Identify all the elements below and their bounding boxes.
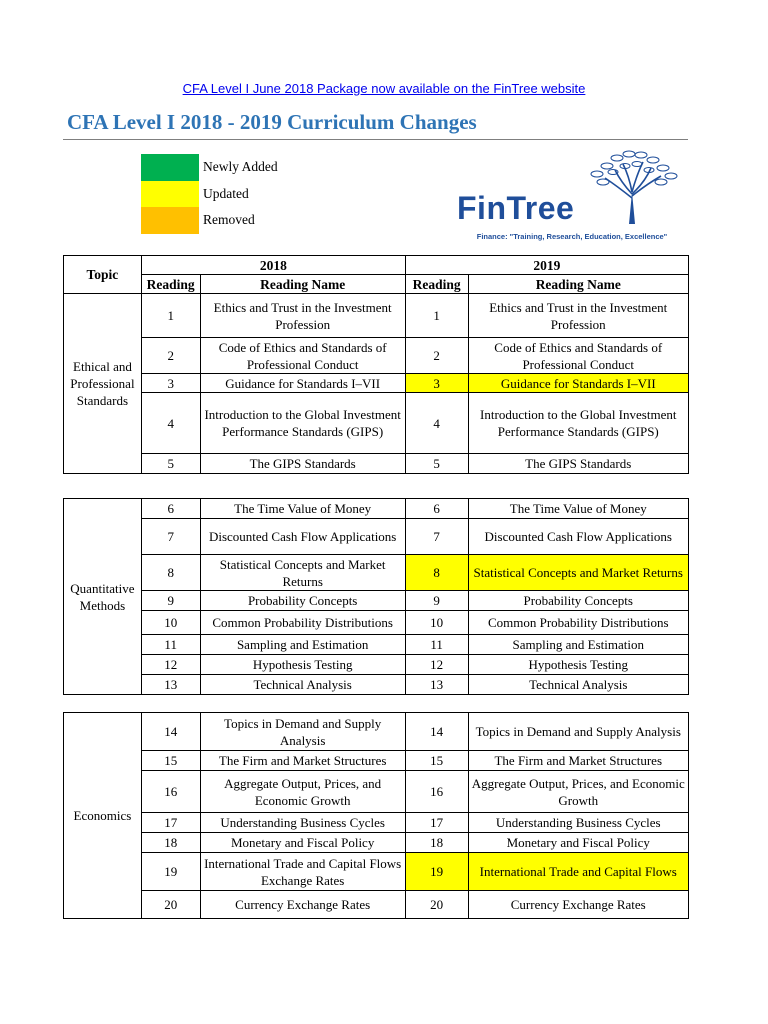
legend-swatch-orange	[141, 207, 199, 234]
reading-number-2018: 9	[141, 591, 200, 611]
reading-name-2018: Probability Concepts	[200, 591, 405, 611]
reading-number-2019: 18	[405, 833, 468, 853]
reading-number-2019: 19	[405, 853, 468, 891]
table-row	[64, 611, 689, 635]
reading-number-2019: 12	[405, 655, 468, 675]
reading-number-2019: 17	[405, 813, 468, 833]
reading-name-2018: Monetary and Fiscal Policy	[200, 833, 405, 853]
reading-number-2018: 13	[141, 675, 200, 695]
legend-label: Removed	[203, 212, 255, 228]
table-row	[64, 374, 689, 393]
reading-name-2019: Technical Analysis	[468, 675, 689, 695]
reading-name-2019: Topics in Demand and Supply Analysis	[468, 713, 689, 751]
reading-number-2019: 13	[405, 675, 468, 695]
table-row	[64, 853, 689, 891]
table-row	[64, 813, 689, 833]
reading-number-2019: 1	[405, 294, 468, 338]
reading-number-2018: 1	[141, 294, 200, 338]
reading-name-2019: Introduction to the Global Investment Performance Standards (GIPS)	[468, 393, 689, 454]
reading-name-2018: Hypothesis Testing	[200, 655, 405, 675]
reading-number-2019: 3	[405, 374, 468, 393]
reading-name-2019: The Firm and Market Structures	[468, 751, 689, 771]
reading-name-2018: Technical Analysis	[200, 675, 405, 695]
table-row	[64, 833, 689, 853]
logo-tagline: Finance: "Training, Research, Education, Excellence"	[476, 232, 668, 241]
table-row	[64, 555, 689, 591]
logo-wordmark: FinTree	[457, 190, 575, 226]
table-row	[64, 713, 689, 751]
reading-name-2018: Topics in Demand and Supply Analysis	[200, 713, 405, 751]
reading-name-2019: Sampling and Estimation	[468, 635, 689, 655]
reading-number-2019: 7	[405, 519, 468, 555]
reading-number-2019: 5	[405, 454, 468, 474]
table-row	[64, 591, 689, 611]
title-divider	[63, 139, 688, 140]
reading-name-2019: Monetary and Fiscal Policy	[468, 833, 689, 853]
topic-cell: Ethical and Professional Standards	[64, 294, 142, 474]
reading-number-2018: 18	[141, 833, 200, 853]
reading-number-2018: 15	[141, 751, 200, 771]
legend-item-newly-added	[141, 154, 278, 181]
reading-name-2018: Currency Exchange Rates	[200, 891, 405, 919]
reading-number-2019: 16	[405, 771, 468, 813]
table-row	[64, 751, 689, 771]
reading-name-2018: International Trade and Capital Flows Exchange Rates	[200, 853, 405, 891]
package-link[interactable]: CFA Level I June 2018 Package now available on the FinTree website	[182, 81, 586, 96]
legend-label: Updated	[203, 185, 249, 201]
reading-name-2018: Discounted Cash Flow Applications	[200, 519, 405, 555]
reading-number-2019: 6	[405, 499, 468, 519]
reading-name-2019: Hypothesis Testing	[468, 655, 689, 675]
reading-number-2018: 19	[141, 853, 200, 891]
header-year-2018: 2018	[141, 256, 405, 275]
table-row	[64, 338, 689, 374]
header-reading-name: Reading Name	[468, 275, 689, 294]
header-reading: Reading	[141, 275, 200, 294]
reading-name-2019: Understanding Business Cycles	[468, 813, 689, 833]
reading-name-2019: The GIPS Standards	[468, 454, 689, 474]
header-topic: Topic	[64, 256, 142, 294]
legend-label: Newly Added	[203, 159, 278, 175]
table-row	[64, 771, 689, 813]
color-legend	[141, 154, 278, 234]
reading-number-2019: 11	[405, 635, 468, 655]
table-row	[64, 499, 689, 519]
reading-number-2018: 12	[141, 655, 200, 675]
reading-name-2019: Code of Ethics and Standards of Professional Conduct	[468, 338, 689, 374]
header-reading: Reading	[405, 275, 468, 294]
reading-number-2018: 17	[141, 813, 200, 833]
reading-name-2018: Statistical Concepts and Market Returns	[200, 555, 405, 591]
reading-number-2018: 4	[141, 393, 200, 454]
reading-name-2019: The Time Value of Money	[468, 499, 689, 519]
reading-number-2018: 11	[141, 635, 200, 655]
reading-number-2018: 2	[141, 338, 200, 374]
legend-item-updated	[141, 181, 278, 208]
reading-name-2019: Common Probability Distributions	[468, 611, 689, 635]
reading-number-2018: 14	[141, 713, 200, 751]
reading-name-2018: The GIPS Standards	[200, 454, 405, 474]
reading-name-2019: Ethics and Trust in the Investment Profession	[468, 294, 689, 338]
table-ethics	[63, 255, 689, 474]
reading-number-2018: 10	[141, 611, 200, 635]
reading-name-2019: Probability Concepts	[468, 591, 689, 611]
reading-number-2019: 15	[405, 751, 468, 771]
table-economics	[63, 712, 689, 919]
table-row	[64, 635, 689, 655]
reading-name-2018: Aggregate Output, Prices, and Economic Growth	[200, 771, 405, 813]
reading-name-2018: Introduction to the Global Investment Performance Standards (GIPS)	[200, 393, 405, 454]
reading-name-2018: Sampling and Estimation	[200, 635, 405, 655]
reading-name-2018: Code of Ethics and Standards of Professional Conduct	[200, 338, 405, 374]
reading-name-2019: Discounted Cash Flow Applications	[468, 519, 689, 555]
legend-swatch-green	[141, 154, 199, 181]
table-row	[64, 655, 689, 675]
fintree-logo	[447, 146, 687, 246]
table-row	[64, 891, 689, 919]
reading-name-2019: Currency Exchange Rates	[468, 891, 689, 919]
reading-number-2018: 5	[141, 454, 200, 474]
legend-swatch-yellow	[141, 181, 199, 208]
reading-number-2018: 20	[141, 891, 200, 919]
table-row	[64, 294, 689, 338]
reading-number-2018: 7	[141, 519, 200, 555]
reading-name-2018: Ethics and Trust in the Investment Profession	[200, 294, 405, 338]
header-year-2019: 2019	[405, 256, 688, 275]
reading-number-2019: 9	[405, 591, 468, 611]
reading-name-2018: Common Probability Distributions	[200, 611, 405, 635]
table-row	[64, 454, 689, 474]
reading-name-2019: Aggregate Output, Prices, and Economic Growth	[468, 771, 689, 813]
legend-item-removed	[141, 207, 278, 234]
page-title: CFA Level I 2018 - 2019 Curriculum Changes	[67, 110, 477, 134]
reading-number-2019: 10	[405, 611, 468, 635]
reading-number-2019: 4	[405, 393, 468, 454]
reading-number-2018: 8	[141, 555, 200, 591]
header-reading-name: Reading Name	[200, 275, 405, 294]
reading-name-2018: The Time Value of Money	[200, 499, 405, 519]
reading-number-2019: 14	[405, 713, 468, 751]
table-quantitative	[63, 498, 689, 695]
tree-icon	[577, 148, 687, 224]
reading-name-2018: Guidance for Standards I–VII	[200, 374, 405, 393]
reading-name-2018: The Firm and Market Structures	[200, 751, 405, 771]
reading-number-2019: 8	[405, 555, 468, 591]
reading-name-2019: International Trade and Capital Flows	[468, 853, 689, 891]
reading-number-2018: 6	[141, 499, 200, 519]
reading-number-2019: 2	[405, 338, 468, 374]
topic-cell: Economics	[64, 713, 142, 919]
table-row	[64, 519, 689, 555]
topic-cell: Quantitative Methods	[64, 499, 142, 695]
table-row	[64, 675, 689, 695]
reading-name-2018: Understanding Business Cycles	[200, 813, 405, 833]
reading-number-2019: 20	[405, 891, 468, 919]
reading-name-2019: Guidance for Standards I–VII	[468, 374, 689, 393]
reading-name-2019: Statistical Concepts and Market Returns	[468, 555, 689, 591]
reading-number-2018: 16	[141, 771, 200, 813]
reading-number-2018: 3	[141, 374, 200, 393]
table-row	[64, 393, 689, 454]
